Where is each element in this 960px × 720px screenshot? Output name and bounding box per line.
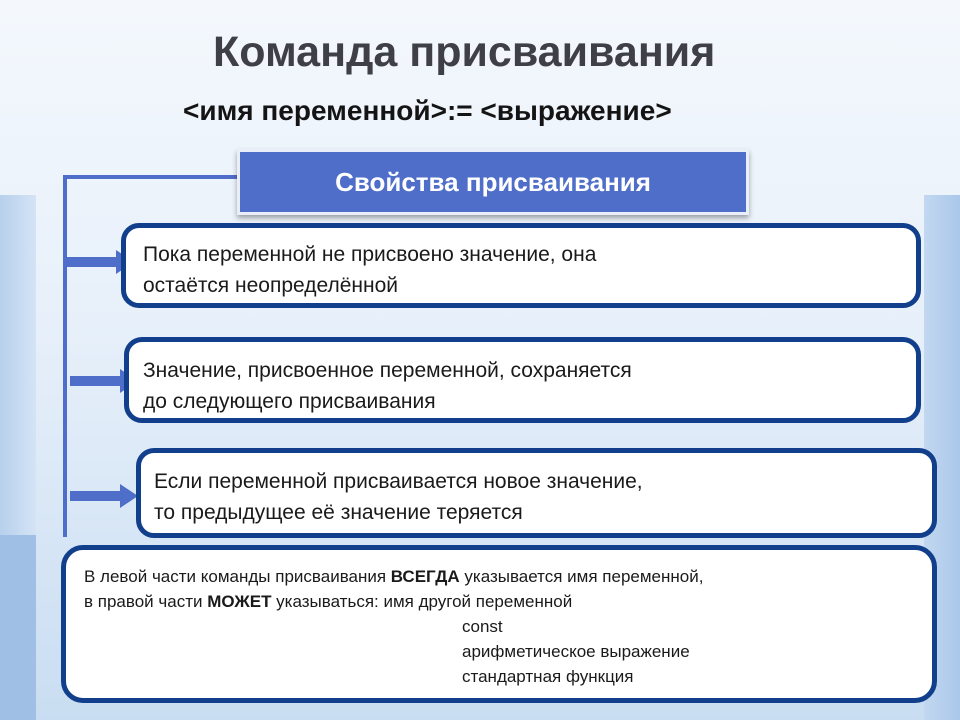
property-3-line-1: Если переменной присваивается новое значение, (154, 470, 643, 493)
note-line-1: В левой части команды присваивания ВСЕГДА указывается имя переменной, (84, 567, 704, 586)
note-box (61, 545, 937, 703)
property-3-line-2: то предыдущее её значение теряется (154, 501, 523, 524)
property-box-2 (124, 337, 921, 423)
left-decor-stripe (0, 195, 36, 535)
slide-title: Команда присваивания (213, 28, 716, 76)
property-box-1 (121, 223, 921, 308)
property-1-line-2: остаётся неопределённой (143, 274, 399, 297)
property-box-3 (136, 448, 937, 538)
note-line-2: в правой части МОЖЕТ указываться: имя другой переменной (84, 592, 573, 611)
property-1-line-1: Пока переменной не присвоено значение, она (143, 243, 597, 266)
connector-vertical-line (63, 175, 67, 537)
property-2-line-2: до следующего присваивания (143, 390, 436, 413)
left-decor-stripe-lower (0, 535, 36, 720)
property-2-line-1: Значение, присвоенное переменной, сохраняется (143, 359, 632, 382)
assignment-syntax: <имя переменной>:= <выражение> (183, 95, 672, 126)
note-item-arithmetic: арифметическое выражение (462, 642, 690, 661)
properties-header (237, 149, 749, 215)
arrow-right-icon (70, 484, 140, 508)
properties-header-label: Свойства присваивания (335, 166, 651, 197)
note-item-function: стандартная функция (462, 667, 634, 686)
connector-horizontal-line (63, 175, 239, 179)
note-item-const: const (462, 617, 503, 636)
